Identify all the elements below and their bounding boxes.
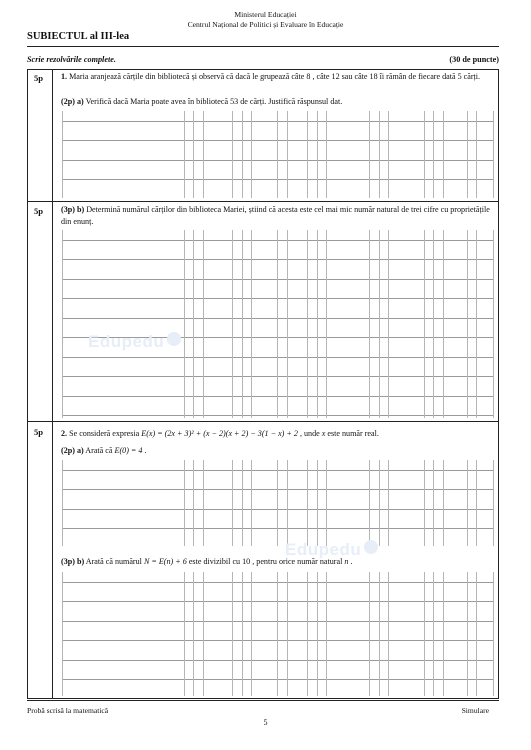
writing-line (62, 601, 494, 602)
answer-grid-1b[interactable] (62, 230, 494, 418)
column-line (424, 460, 425, 546)
column-line (287, 572, 288, 696)
column-line (317, 460, 318, 546)
column-line (307, 572, 308, 696)
center-name: Centrul Național de Politici și Evaluare în Educație (187, 19, 344, 29)
column-line (369, 230, 370, 418)
column-line (307, 230, 308, 418)
column-line (277, 111, 278, 198)
problem-1-text: Maria aranjează cărțile din bibliotecă și observă că dacă le grupează câte 8 , câte 12 sau câte 18 îi rămân de fiecare dată 5 cărți. (67, 72, 481, 81)
column-line (317, 572, 318, 696)
column-line (443, 460, 444, 546)
column-line (193, 460, 194, 546)
column-line (242, 230, 243, 418)
answer-grid-2a[interactable] (62, 460, 494, 546)
column-line (184, 230, 185, 418)
column-line (317, 230, 318, 418)
page-number: 5 (263, 718, 268, 727)
column-line (493, 111, 494, 198)
column-line (369, 572, 370, 696)
problem-2-text: Se consideră expresia (67, 429, 142, 438)
column-line (307, 111, 308, 198)
header (0, 10, 531, 29)
column-line (62, 230, 63, 418)
column-line (242, 111, 243, 198)
problem-2-number: 2. (61, 429, 68, 438)
subject-title: SUBIECTUL al III-lea (27, 31, 130, 42)
problem-1a-text: Verifică dacă Maria poate avea în bibliotecă 53 de cărți. Justifică răspunsul dat. (83, 97, 343, 106)
column-line (277, 460, 278, 546)
column-line (476, 230, 477, 418)
problem-1b-statement (61, 204, 494, 228)
column-line (287, 230, 288, 418)
column-line (433, 460, 434, 546)
column-line (232, 460, 233, 546)
column-line (277, 230, 278, 418)
column-line (251, 460, 252, 546)
column-line (317, 111, 318, 198)
writing-line (62, 160, 494, 161)
writing-line (62, 259, 494, 260)
writing-line (62, 621, 494, 622)
column-line (493, 460, 494, 546)
column-line (242, 572, 243, 696)
column-line (493, 572, 494, 696)
footer-rule (27, 700, 499, 701)
writing-line (62, 240, 494, 241)
writing-line (62, 582, 494, 583)
watermark-text: Edupedu (285, 540, 362, 559)
score-column (27, 69, 53, 699)
column-line (424, 111, 425, 198)
column-line (443, 572, 444, 696)
problem-2a-text: . (142, 446, 147, 455)
column-line (203, 230, 204, 418)
problem-2a-prefix: (2p) a) (61, 446, 84, 455)
problem-2b-statement (61, 556, 494, 568)
column-line (493, 230, 494, 418)
writing-line (62, 140, 494, 141)
instructions: Scrie rezolvările complete. (27, 55, 116, 64)
writing-line (62, 298, 494, 299)
column-line (388, 111, 389, 198)
answer-grid-1a[interactable] (62, 111, 494, 198)
problem-2-score: 5p (34, 427, 44, 437)
problem-2b-text: Arată că numărul (84, 557, 144, 566)
variable-n: n (344, 557, 349, 566)
watermark-logo-icon (167, 332, 181, 346)
problem-1-statement (61, 71, 494, 83)
watermark (285, 540, 378, 560)
column-line (379, 572, 380, 696)
column-line (369, 460, 370, 546)
column-line (242, 460, 243, 546)
footer-session: Simulare (461, 706, 489, 715)
writing-line (62, 489, 494, 490)
watermark (88, 332, 181, 352)
column-line (467, 460, 468, 546)
column-line (476, 572, 477, 696)
column-line (287, 111, 288, 198)
column-line (326, 460, 327, 546)
column-line (193, 572, 194, 696)
column-line (193, 111, 194, 198)
writing-line (62, 121, 494, 122)
column-line (326, 230, 327, 418)
expression-e0: E(0) = 4 (114, 446, 143, 455)
writing-line (62, 396, 494, 397)
column-line (369, 111, 370, 198)
writing-line (62, 470, 494, 471)
column-line (232, 572, 233, 696)
column-line (62, 572, 63, 696)
ministry-name: Ministerul Educației (234, 10, 297, 19)
column-line (193, 230, 194, 418)
writing-line (62, 509, 494, 510)
column-line (251, 111, 252, 198)
column-line (467, 111, 468, 198)
column-line (379, 111, 380, 198)
writing-line (62, 415, 494, 416)
total-points: (30 de puncte) (449, 55, 499, 64)
column-line (277, 572, 278, 696)
answer-grid-2b[interactable] (62, 572, 494, 696)
column-line (467, 572, 468, 696)
problem-2-text: este număr real. (325, 429, 379, 438)
problem-1b-score: 5p (34, 206, 44, 216)
watermark-text: Edupedu (88, 332, 165, 351)
footer-exam-name: Probă scrisă la matematică (27, 706, 109, 715)
problem-separator (27, 421, 499, 422)
problem-2-statement (61, 428, 494, 440)
problem-1a-prefix: (2p) a) (61, 97, 84, 106)
column-line (379, 230, 380, 418)
expression-e: E(x) = (2x + 3)² + (x − 2)(x + 2) − 3(1 − x) + 2 (141, 429, 298, 438)
column-line (433, 572, 434, 696)
column-line (433, 230, 434, 418)
column-line (251, 572, 252, 696)
column-line (379, 460, 380, 546)
writing-line (62, 179, 494, 180)
column-line (326, 572, 327, 696)
column-line (184, 460, 185, 546)
problem-2b-text: . (348, 557, 353, 566)
column-line (443, 111, 444, 198)
expression-n: N = E(n) + 6 (143, 557, 187, 566)
problem-1a-statement (61, 96, 494, 108)
writing-line (62, 660, 494, 661)
column-line (203, 460, 204, 546)
problem-1-number: 1. (61, 72, 68, 81)
column-line (307, 460, 308, 546)
column-line (62, 460, 63, 546)
column-line (232, 111, 233, 198)
writing-line (62, 528, 494, 529)
problem-2a-text: Arată că (83, 446, 115, 455)
column-line (476, 111, 477, 198)
column-line (203, 111, 204, 198)
column-line (184, 111, 185, 198)
column-line (287, 460, 288, 546)
column-line (62, 111, 63, 198)
problem-2b-text: este divizibil cu 10 , pentru orice număr natural (186, 557, 345, 566)
column-line (467, 230, 468, 418)
column-line (424, 572, 425, 696)
writing-line (62, 679, 494, 680)
variable-x: x (321, 429, 326, 438)
column-line (326, 111, 327, 198)
column-line (388, 572, 389, 696)
problem-2a-statement (61, 445, 494, 457)
problem-separator (27, 201, 499, 202)
column-line (388, 460, 389, 546)
writing-line (62, 376, 494, 377)
writing-line (62, 318, 494, 319)
column-line (203, 572, 204, 696)
column-line (443, 230, 444, 418)
writing-line (62, 357, 494, 358)
writing-line (62, 640, 494, 641)
problem-2-text: , unde (297, 429, 322, 438)
problem-1b-text: Determină numărul cărților din biblioteca Mariei, știind că acesta este cel mai mic număr natural de trei cifre cu proprietățile din enunț. (61, 205, 490, 226)
column-line (251, 230, 252, 418)
column-line (388, 230, 389, 418)
problem-1b-prefix: (3p) b) (61, 205, 85, 214)
column-line (424, 230, 425, 418)
column-line (433, 111, 434, 198)
title-underline (27, 46, 499, 47)
writing-line (62, 279, 494, 280)
column-line (184, 572, 185, 696)
problem-2b-prefix: (3p) b) (61, 557, 85, 566)
column-line (476, 460, 477, 546)
problem-1a-score: 5p (34, 73, 44, 83)
watermark-logo-icon (364, 540, 378, 554)
column-line (232, 230, 233, 418)
